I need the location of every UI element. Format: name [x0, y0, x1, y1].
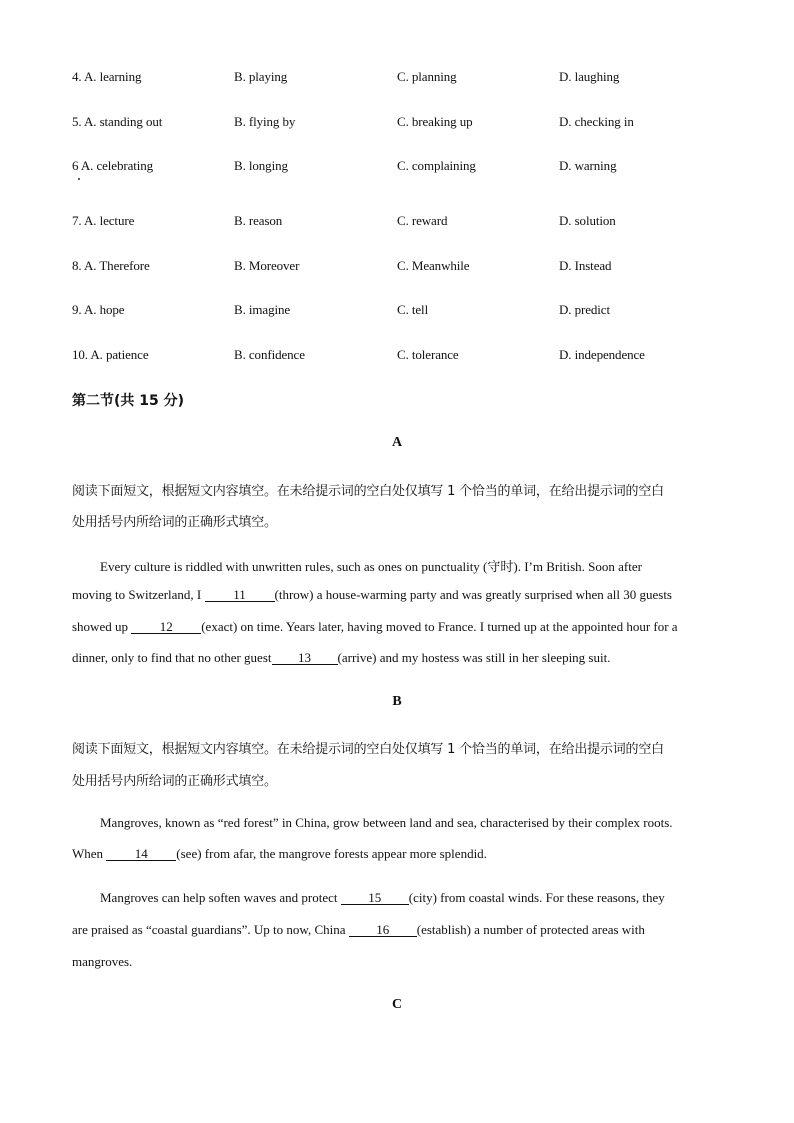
q4-option-b: B. playing	[234, 69, 288, 84]
part-a-text-line1: Every culture is riddled with unwritten rules, such as ones on punctuality (守时). I’m British. Soon after	[100, 559, 642, 574]
q9-option-c: C. tell	[397, 302, 429, 317]
part-a-text-line4: dinner, only to find that no other guest 13 (arrive) and my hostess was still in her sleeping suit.	[72, 650, 611, 665]
section-2-heading: 第二节(共 15 分)	[72, 393, 185, 409]
part-b-para2-line3: mangroves.	[72, 954, 133, 969]
q4-option-c: C. planning	[397, 69, 457, 84]
blank-16[interactable]: 16	[349, 924, 417, 937]
part-a-instructions-line2: 处用括号内所给词的正确形式填空。	[72, 515, 277, 530]
blank-14[interactable]: 14	[106, 848, 176, 861]
q7-option-b: B. reason	[234, 213, 283, 228]
q10-option-d: D. independence	[559, 347, 645, 362]
q5-option-c: C. breaking up	[397, 114, 473, 129]
q5-option-d: D. checking in	[559, 114, 634, 129]
part-c-label: C	[391, 997, 403, 1012]
q10-option-c: C. tolerance	[397, 347, 459, 362]
q6-option-d: D. warning	[559, 158, 617, 173]
q9-option-b: B. imagine	[234, 302, 291, 317]
q10-option-a: 10. A. patience	[72, 347, 149, 362]
q5-option-b: B. flying by	[234, 114, 296, 129]
part-a-text-line3: showed up 12 (exact) on time. Years later, having moved to France. I turned up at the appointed hour for a	[72, 619, 678, 634]
part-b-instructions-line1: 阅读下面短文，根据短文内容填空。在未给提示词的空白处仅填写 1 个恰当的单词，在给出提示词的空白	[72, 742, 664, 757]
q4-option-a: 4. A. learning	[72, 69, 142, 84]
q4-option-d: D. laughing	[559, 69, 620, 84]
part-b-label: B	[392, 694, 402, 709]
part-b-para2-line1: Mangroves can help soften waves and protect 15 (city) from coastal winds. For these reasons, they	[100, 890, 665, 905]
q5-option-a: 5. A. standing out	[72, 114, 163, 129]
blank-15[interactable]: 15	[341, 892, 409, 905]
q7-option-c: C. reward	[397, 213, 448, 228]
blank-13[interactable]: 13	[272, 652, 338, 665]
q8-option-c: C. Meanwhile	[397, 258, 470, 273]
q8-option-d: D. Instead	[559, 258, 612, 273]
q8-option-a: 8. A. Therefore	[72, 258, 150, 273]
part-b-instructions-line2: 处用括号内所给词的正确形式填空。	[72, 774, 277, 789]
part-a-instructions-line1: 阅读下面短文，根据短文内容填空。在未给提示词的空白处仅填写 1 个恰当的单词，在给出提示词的空白	[72, 484, 664, 499]
q6-option-a: 6 A. celebrating	[72, 158, 154, 173]
q10-option-b: B. confidence	[234, 347, 305, 362]
q6-option-c: C. complaining	[397, 158, 476, 173]
part-a-label: A	[391, 435, 403, 450]
q7-option-a: 7. A. lecture	[72, 213, 135, 228]
q9-option-d: D. predict	[559, 302, 610, 317]
blank-11[interactable]: 11	[205, 589, 275, 602]
part-a-text-line2: moving to Switzerland, I 11 (throw) a house-warming party and was greatly surprised when all 30 guests	[72, 587, 672, 602]
q6-option-b: B. longing	[234, 158, 288, 173]
blank-12[interactable]: 12	[131, 621, 201, 634]
stray-dot-mark	[78, 178, 80, 180]
q9-option-a: 9. A. hope	[72, 302, 125, 317]
part-b-para1-line2: When 14 (see) from afar, the mangrove forests appear more splendid.	[72, 846, 487, 861]
part-b-para2-line2: are praised as “coastal guardians”. Up to now, China 16 (establish) a number of protected areas with	[72, 922, 645, 937]
part-b-para1-line1: Mangroves, known as “red forest” in China, grow between land and sea, characterised by their complex roots.	[100, 815, 673, 830]
q7-option-d: D. solution	[559, 213, 616, 228]
q8-option-b: B. Moreover	[234, 258, 300, 273]
